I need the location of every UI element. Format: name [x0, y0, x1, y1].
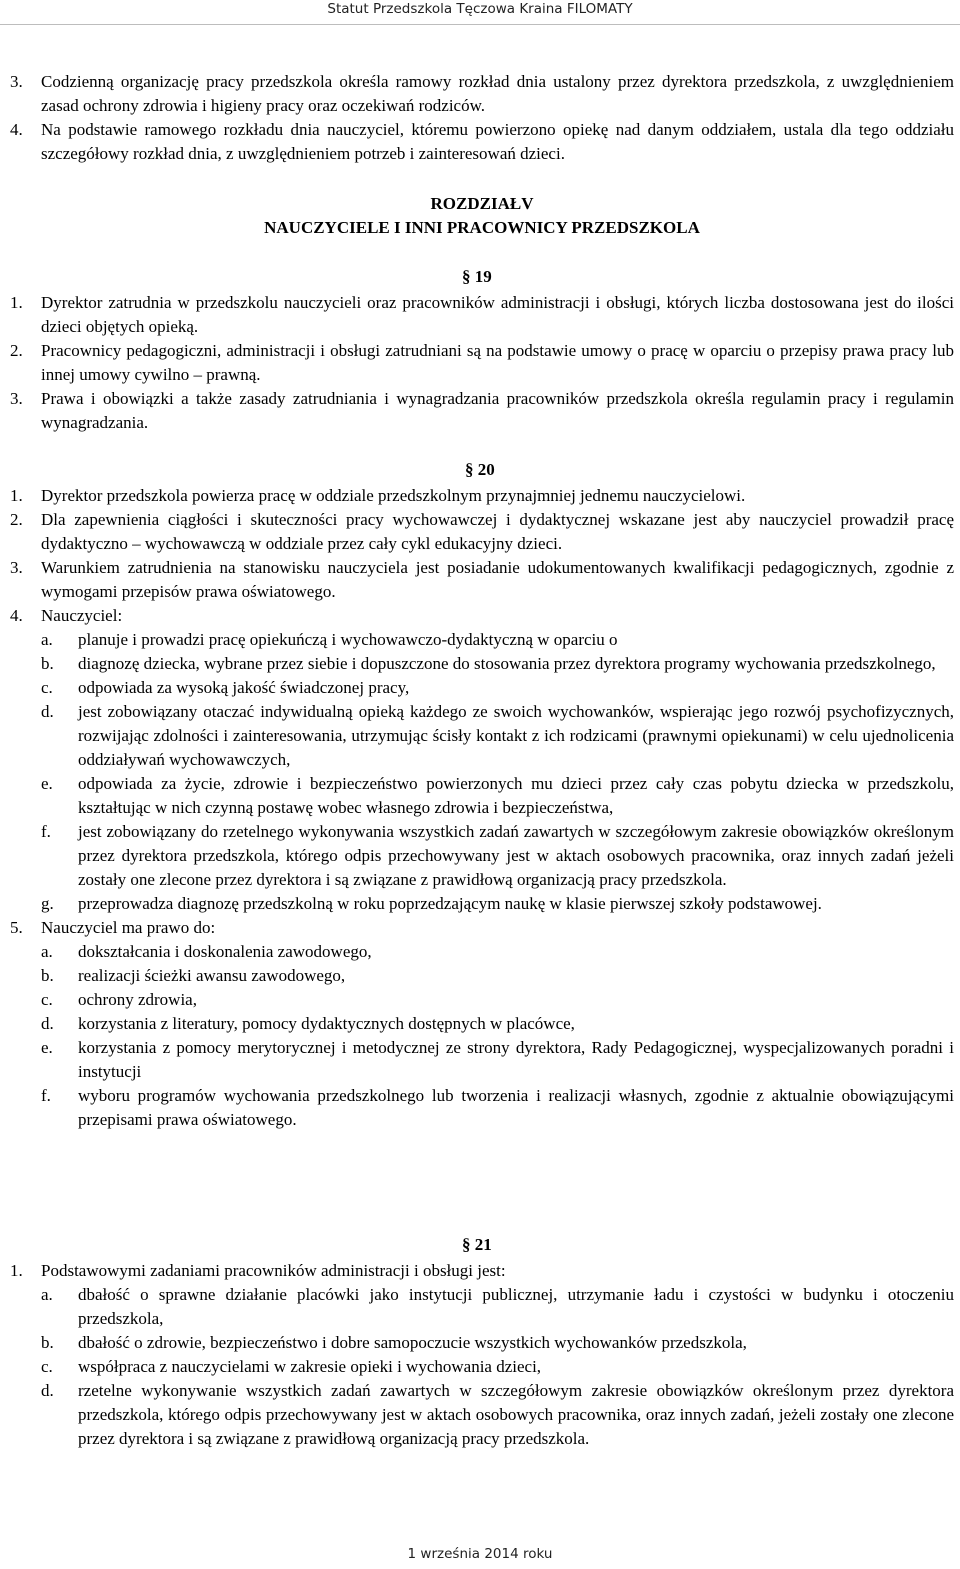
sub-item: e. odpowiada za życie, zdrowie i bezpieczeństwo powierzonych mu dzieci przez cały czas pobytu dziecka w przedszkolu, kształtując w nich czynną postawę wobec własnego zdrowia i bezpieczeństwa, — [41, 774, 954, 817]
page-footer-date: 1 września 2014 roku — [407, 1546, 553, 1562]
sub-item: c. ochrony zdrowia, — [41, 990, 197, 1009]
sub-item: c. odpowiada za wysoką jakość świadczonej pracy, — [41, 678, 410, 697]
sub-item: a. dbałość o sprawne działanie placówki jako instytucji publicznej, utrzymanie ładu i czystości w budynku i otoczeniu przedszkola, — [41, 1285, 954, 1328]
list-item: 3. Warunkiem zatrudnienia na stanowisku nauczyciela jest posiadanie udokumentowanych kwalifikacji pedagogicznych, zgodnie z wymogami przepisów prawa oświatowego. — [10, 558, 954, 601]
page-header — [0, 0, 960, 24]
chapter-title: NAUCZYCIELE I INNI PRACOWNICY PRZEDSZKOLA — [264, 218, 700, 237]
paragraph-mark: § 19 — [462, 267, 492, 286]
header-title: Statut Przedszkola Tęczowa Kraina FILOMATY — [327, 1, 633, 17]
list-item: 2. Pracownicy pedagogiczni, administracji i obsługi zatrudniani są na podstawie umowy o pracę w oparciu o przepisy prawa pracy lub innej umowy cywilno – prawną. — [10, 341, 954, 384]
sub-item: b. realizacji ścieżki awansu zawodowego, — [41, 966, 346, 985]
paragraph-mark: § 20 — [465, 460, 495, 479]
list-item: 3. Codzienną organizację pracy przedszkola określa ramowy rozkład dnia ustalony przez dyrektora przedszkola, z uwzględnieniem zasad ochrony zdrowia i higieny pracy oraz oczekiwań rodziców. — [10, 72, 954, 115]
list-item: 3. Prawa i obowiązki a także zasady zatrudniania i wynagradzania pracowników przedszkola określa regulamin pracy i regulamin wynagradzania. — [10, 389, 954, 432]
paragraph-19 — [10, 265, 954, 435]
chapter-number: ROZDZIAŁV — [430, 194, 534, 213]
sub-item: d. jest zobowiązany otaczać indywidualną opieką każdego ze swoich wychowanków, wspierając jego rozwój psychofizycznych, rozwijając zdolności i zainteresowania, utrzymując ścisły kontakt z ich rodzicami (prawnymi opiekunami) w celu ujednolicenia oddziaływań wychowawczych, — [41, 702, 954, 769]
list-item: 4. Na podstawie ramowego rozkładu dnia nauczyciel, któremu powierzono opiekę nad danym oddziałem, ustala dla tego oddziału szczegółowy rozkład dnia, z uwzględnieniem potrzeb i zainteresowań dzieci. — [10, 120, 954, 163]
list-item: 2. Dla zapewnienia ciągłości i skuteczności pracy wychowawczej i dydaktycznej wskazane jest aby nauczyciel prowadził pracę dydaktyczno – wychowawczą w oddziale przez cały cykl edukacyjny dzieci. — [10, 510, 954, 553]
sub-item: f. jest zobowiązany do rzetelnego wykonywania wszystkich zadań zawartych w szczegółowym zakresie obowiązków określonym przez dyrektora przedszkola, którego odpis przechowywany jest w aktach osobowych pracownika, oraz innych zadań jeżeli zostały one zlecone przez dyrektora i są związane z prawidłową organizacją pracy przedszkola. — [41, 822, 954, 889]
list-item: 4. Nauczyciel: — [10, 606, 123, 625]
sub-item: e. korzystania z pomocy merytorycznej i metodycznej ze strony dyrektora, Rady Pedagogicznej, wyspecjalizowanych poradni i instytucji — [41, 1038, 954, 1081]
paragraph-mark: § 21 — [462, 1235, 492, 1254]
sub-item: a. planuje i prowadzi pracę opiekuńczą i wychowawczo-dydaktyczną w oparciu o — [41, 630, 618, 649]
intro-section — [10, 70, 954, 166]
sub-item: d. korzystania z literatury, pomocy dydaktycznych dostępnych w placówce, — [41, 1014, 575, 1033]
sub-item: b. diagnozę dziecka, wybrane przez siebie i dopuszczone do stosowania przez dyrektora programy wychowania przedszkolnego, — [41, 654, 936, 673]
sub-item: b. dbałość o zdrowie, bezpieczeństwo i dobre samopoczucie wszystkich wychowanków przedszkola, — [41, 1333, 747, 1352]
list-item: 1. Dyrektor przedszkola powierza pracę w oddziale przedszkolnym przynajmniej jednemu nauczycielowi. — [10, 486, 746, 505]
paragraph-21 — [10, 1233, 954, 1451]
list-item: 5. Nauczyciel ma prawo do: — [10, 918, 216, 937]
sub-item: c. współpraca z nauczycielami w zakresie opieki i wychowania dzieci, — [41, 1357, 542, 1376]
list-item: 1. Podstawowymi zadaniami pracowników administracji i obsługi jest: — [10, 1261, 506, 1280]
sub-item: a. dokształcania i doskonalenia zawodowego, — [41, 942, 372, 961]
sub-item: g. przeprowadza diagnozę przedszkolną w roku poprzedzającym naukę w klasie pierwszej szkoły podstawowej. — [41, 894, 822, 913]
header-divider — [0, 24, 960, 25]
sub-item: f. wyboru programów wychowania przedszkolnego lub tworzenia i realizacji własnych, zgodnie z aktualnie obowiązującymi przepisami prawa oświatowego. — [41, 1086, 954, 1129]
sub-item: d. rzetelne wykonywanie wszystkich zadań zawartych w szczegółowym zakresie obowiązków określonym przez dyrektora przedszkola, którego odpis przechowywany jest w aktach osobowych pracownika, oraz innych zadań, jeżeli zostały one zlecone przez dyrektora i są związane z prawidłową organizacją pracy przedszkola. — [41, 1381, 954, 1448]
chapter-heading — [10, 192, 954, 240]
list-item: 1. Dyrektor zatrudnia w przedszkolu nauczycieli oraz pracowników administracji i obsługi, których liczba dostosowana jest do ilości dzieci objętych opieką. — [10, 293, 954, 336]
paragraph-20 — [10, 458, 954, 1132]
